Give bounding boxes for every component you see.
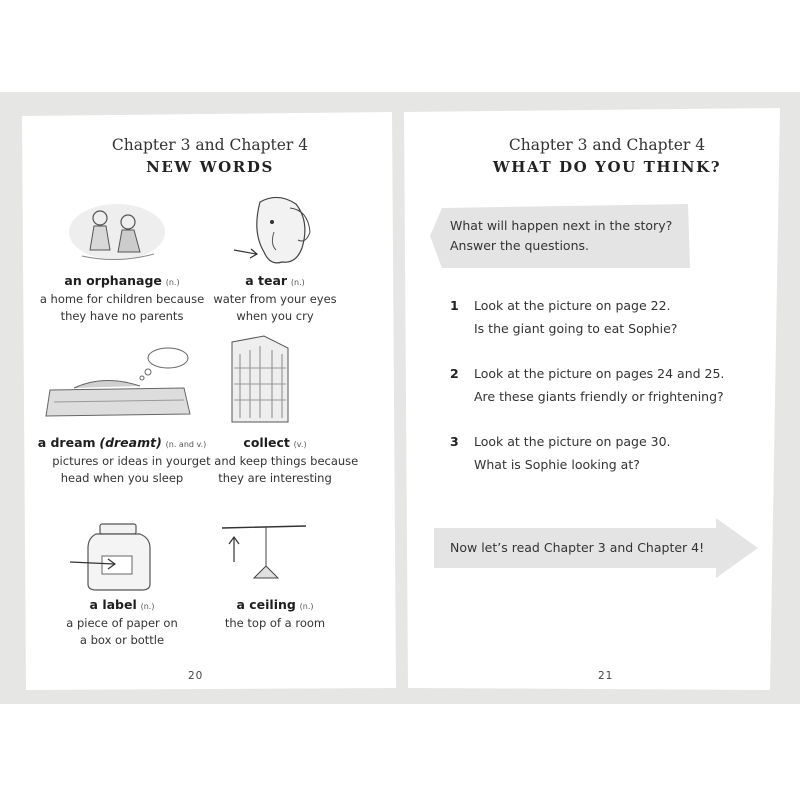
term-ceiling: a ceiling: [236, 597, 296, 612]
orphanage-illustration: [62, 196, 172, 266]
left-page-number: 20: [188, 670, 204, 682]
question-number: 3: [450, 434, 459, 449]
definition-line: water from your eyes: [213, 292, 337, 306]
pos-label: (n.): [140, 602, 155, 611]
term-dream-past: (dreamt): [99, 435, 162, 450]
question-number: 1: [450, 298, 459, 313]
right-page-number: 21: [598, 670, 614, 682]
term-dream: a dream: [37, 435, 96, 450]
next-step-text: Now let’s read Chapter 3 and Chapter 4!: [450, 540, 705, 555]
question-line: Are these giants friendly or frightening?: [474, 389, 724, 404]
dream-illustration: [44, 344, 192, 420]
left-title-block: [60, 136, 360, 176]
word-tear: [186, 272, 364, 325]
definition-line: the top of a room: [224, 616, 326, 630]
collect-illustration: [226, 334, 296, 426]
pos-tear: (n.): [290, 278, 305, 287]
right-title-block: [454, 136, 760, 176]
term-orphanage: an orphanage: [64, 273, 162, 288]
word-orphanage: [32, 272, 212, 325]
definition-line: they are interesting: [218, 471, 332, 485]
definition-line: they have no parents: [60, 309, 184, 323]
definition-line: a home for children because: [39, 292, 205, 306]
definition-line: a box or bottle: [79, 633, 165, 647]
definition-line: a piece of paper on: [66, 616, 178, 630]
term-collect: collect: [243, 435, 290, 450]
intro-line: What will happen next in the story?: [450, 218, 673, 233]
term-tear: a tear: [245, 273, 288, 288]
right-heading: WHAT DO YOU THINK?: [492, 158, 722, 176]
pos-collect: (v.): [293, 440, 307, 449]
definition-line: pictures or ideas in your: [52, 454, 192, 468]
question-line: Look at the picture on page 30.: [474, 434, 671, 449]
question-line: Look at the picture on pages 24 and 25.: [474, 366, 725, 381]
intro-line: Answer the questions.: [450, 238, 589, 253]
definition-line: when you cry: [236, 309, 314, 323]
pos-orphanage: (n.): [165, 278, 180, 287]
ceiling-illustration: [220, 522, 310, 588]
definition-line: get and keep things because: [191, 454, 359, 468]
question-line: Look at the picture on page 22.: [474, 298, 671, 313]
intro-callout: [450, 216, 690, 256]
definition-line: head when you sleep: [60, 471, 184, 485]
right-chapter-title: Chapter 3 and Chapter 4: [508, 136, 706, 154]
word-collect: [186, 434, 364, 487]
question-line: What is Sophie looking at?: [474, 457, 640, 472]
question-number: 2: [450, 366, 459, 381]
pos-dream: (n. and v.): [165, 440, 207, 449]
word-label: [32, 596, 212, 649]
left-chapter-title: Chapter 3 and Chapter 4: [111, 136, 309, 154]
question-line: Is the giant going to eat Sophie?: [474, 321, 678, 336]
pos-ceiling: (n.): [299, 602, 314, 611]
word-dream: [32, 434, 212, 487]
word-ceiling: [186, 596, 364, 632]
left-heading: NEW WORDS: [146, 158, 274, 176]
tear-illustration: [230, 192, 320, 272]
label-illustration: [70, 522, 160, 592]
term-label: a label: [89, 597, 137, 612]
